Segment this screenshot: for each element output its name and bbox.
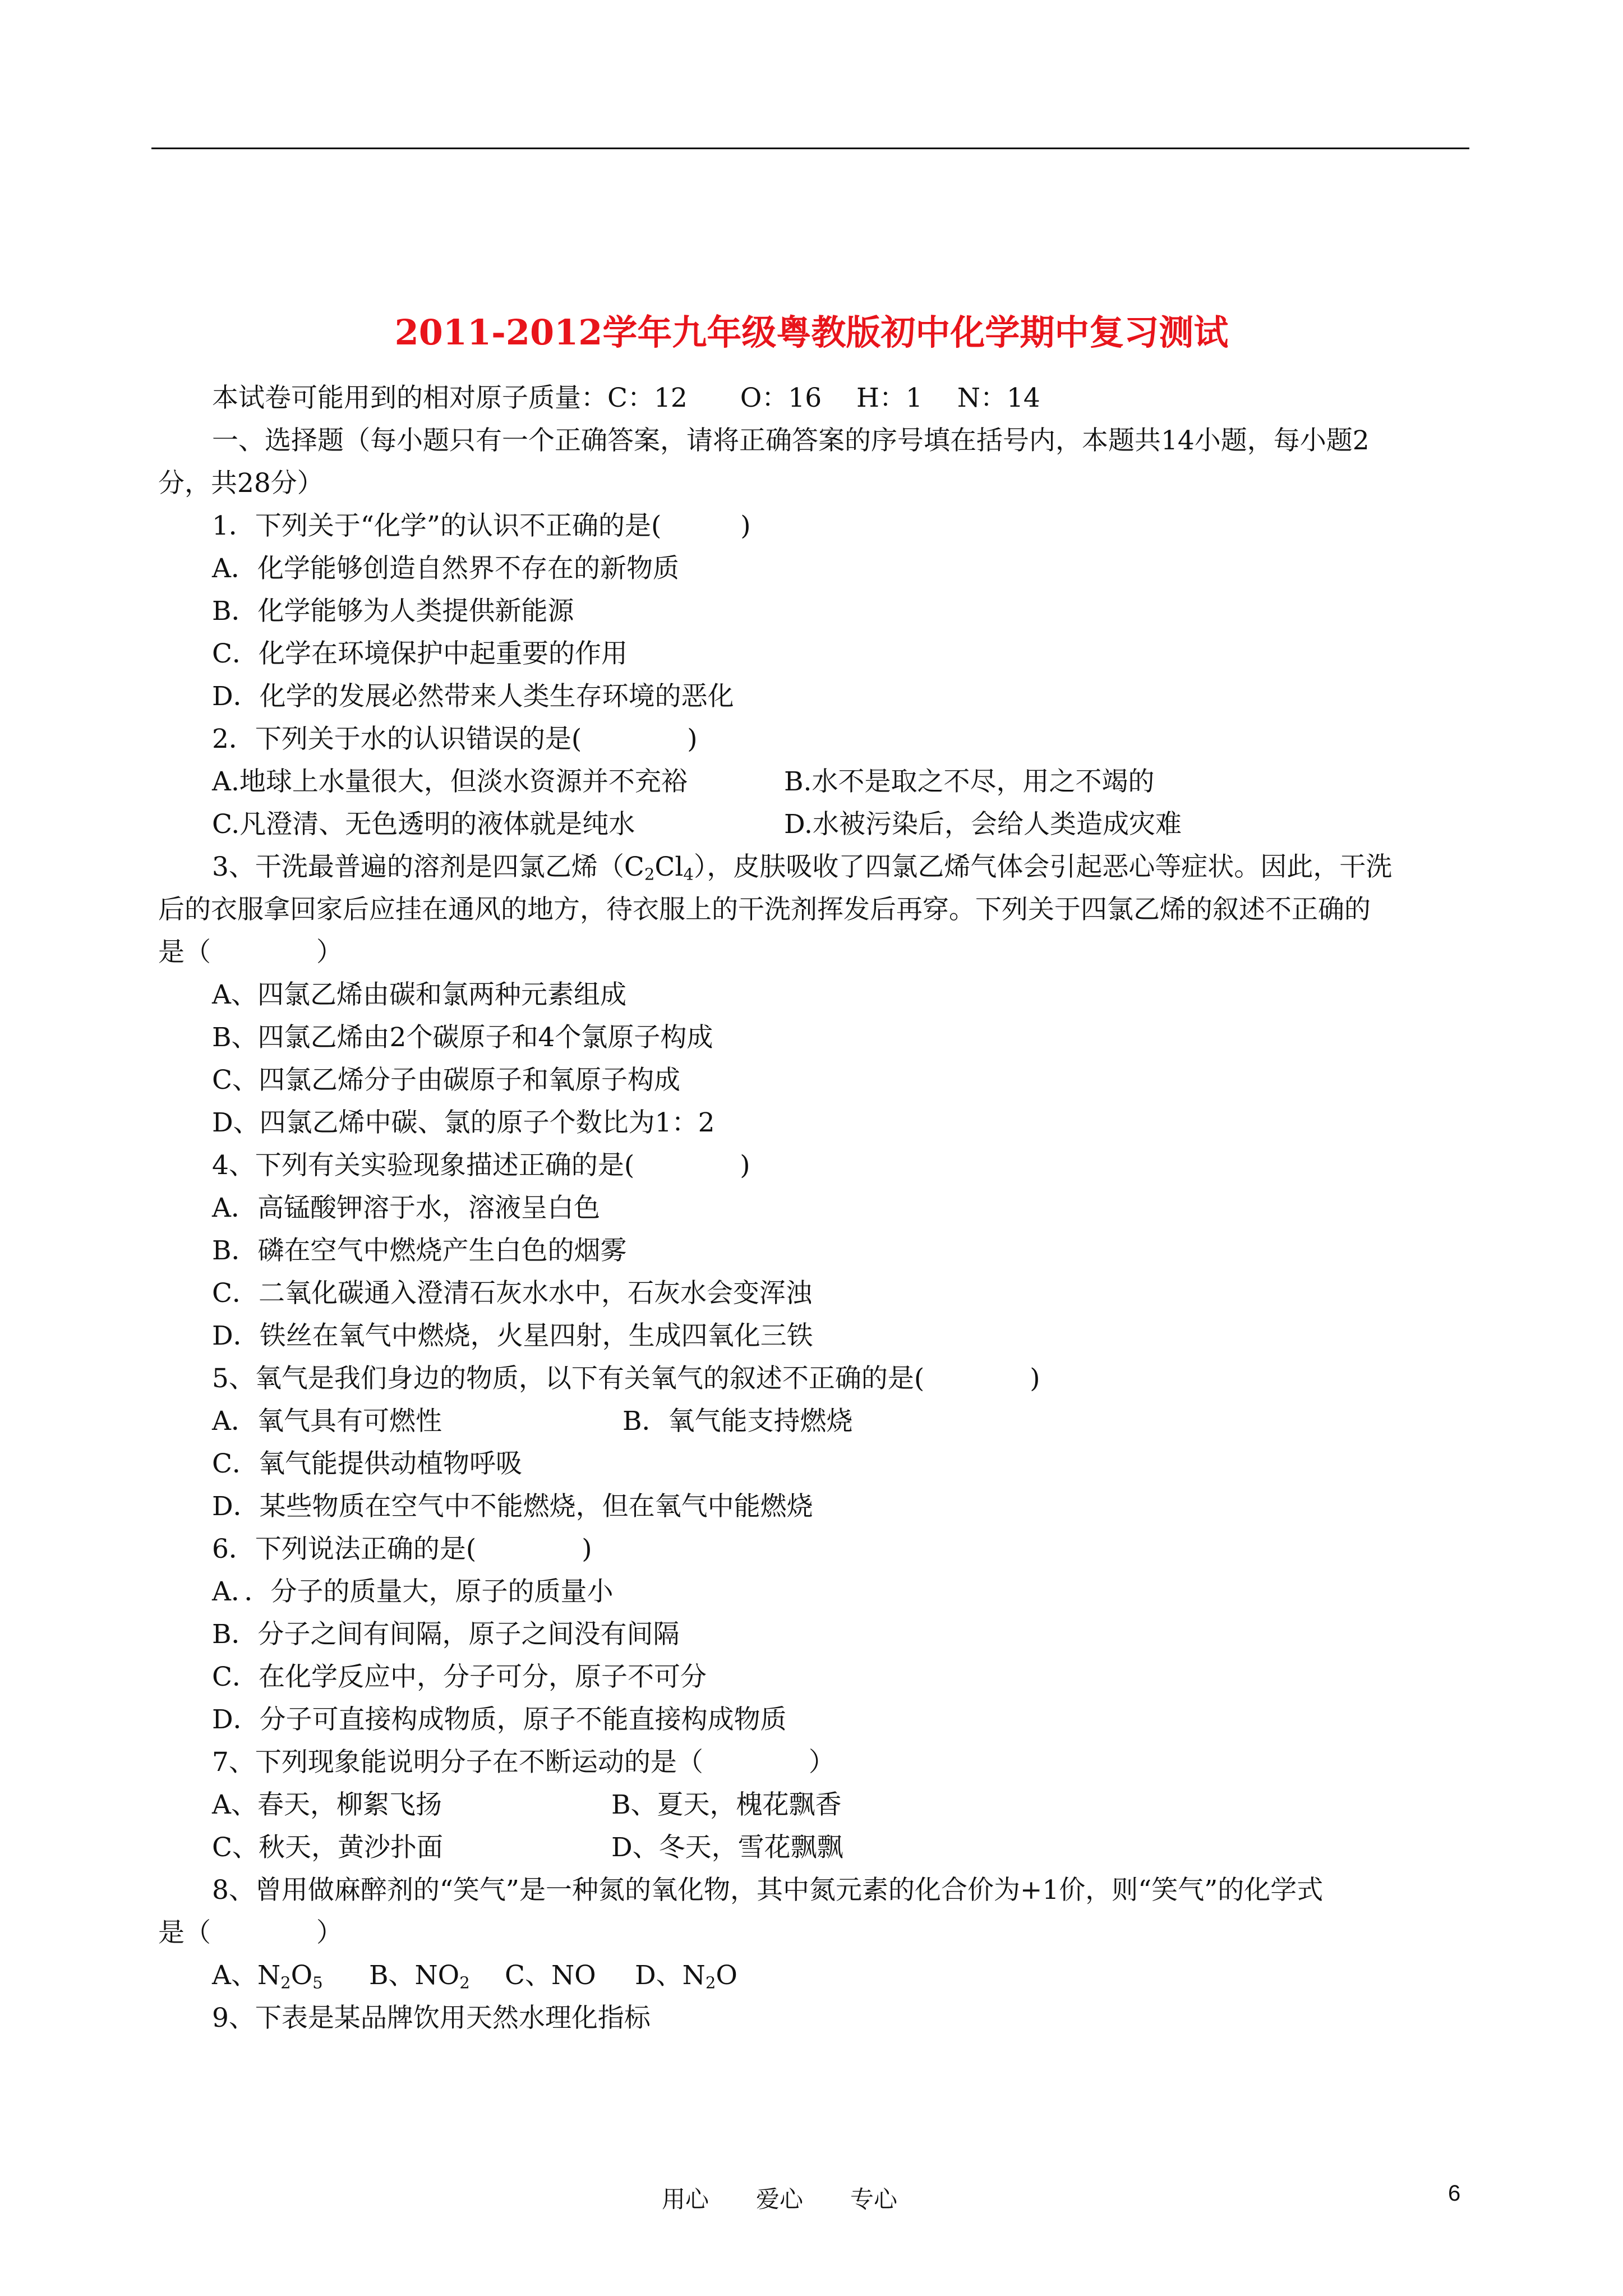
q1-option-c: C．化学在环境保护中起重要的作用 bbox=[212, 638, 628, 669]
section-heading: 一、选择题（每小题只有一个正确答案，请将正确答案的序号填在括号内，本题共14小题，每小题2 bbox=[212, 425, 1370, 456]
q7-option-d: D、冬天，雪花飘飘 bbox=[611, 1832, 843, 1863]
q7-option-a: A、春天，柳絮飞扬 bbox=[212, 1789, 442, 1820]
q1-option-b: B．化学能够为人类提供新能源 bbox=[212, 596, 574, 627]
q2-option-d: D.水被污染后，会给人类造成灾难 bbox=[784, 809, 1182, 840]
q4-stem: 4、下列有关实验现象描述正确的是( ) bbox=[212, 1150, 750, 1181]
q7-option-b: B、夏天，槐花飘香 bbox=[611, 1789, 842, 1820]
q8-stem: 8、曾用做麻醉剂的“笑气”是一种氮的氧化物，其中氮元素的化合价为+1价，则“笑气”的化学式 bbox=[212, 1875, 1324, 1906]
q2-stem: 2．下列关于水的认识错误的是( ) bbox=[212, 724, 698, 754]
q5-stem: 5、氧气是我们身边的物质，以下有关氧气的叙述不正确的是( ) bbox=[212, 1363, 1040, 1394]
footer-motto: 用心 爱心 专心 bbox=[662, 2185, 898, 2213]
q8-option-d: D、$N_2O$ bbox=[635, 1960, 737, 1993]
q3-stem: 3、干洗最普遍的溶剂是四氯乙烯$(C_2Cl_4)$，皮肤吸收了四氯乙烯气体会引起恶心等症状。因此，干洗 bbox=[212, 852, 1393, 884]
q4-option-a: A．高锰酸钾溶于水，溶液呈白色 bbox=[212, 1193, 600, 1223]
q5-option-d: D．某些物质在空气中不能燃烧，但在氧气中能燃烧 bbox=[212, 1491, 813, 1522]
q3-stem-line2: 后的衣服拿回家后应挂在通风的地方，待衣服上的干洗剂挥发后再穿。下列关于四氯乙烯的叙述不正确的 bbox=[158, 894, 1371, 925]
q4-option-c: C．二氧化碳通入澄清石灰水水中，石灰水会变浑浊 bbox=[212, 1278, 812, 1309]
q7-option-c: C、秋天，黄沙扑面 bbox=[212, 1832, 443, 1863]
intro-line: 本试卷可能用到的相对原子质量：C：12 O：16 H：1 N：14 bbox=[212, 383, 1040, 413]
q5-option-b: B．氧气能支持燃烧 bbox=[623, 1406, 853, 1437]
q6-option-c: C．在化学反应中，分子可分，原子不可分 bbox=[212, 1662, 707, 1692]
q6-option-b: B．分子之间有间隔，原子之间没有间隔 bbox=[212, 1619, 680, 1650]
q2-option-b: B.水不是取之不尽，用之不竭的 bbox=[784, 766, 1155, 797]
page-title: 2011-2012学年九年级粤教版初中化学期中复习测试 bbox=[394, 312, 1229, 353]
q5-option-a: A．氧气具有可燃性 bbox=[212, 1406, 442, 1437]
q7-stem: 7、下列现象能说明分子在不断运动的是（ ） bbox=[212, 1747, 835, 1778]
q6-option-a: A．．分子的质量大，原子的质量小 bbox=[212, 1576, 614, 1607]
q3-option-b: B、四氯乙烯由2个碳原子和4个氯原子构成 bbox=[212, 1022, 713, 1053]
q3-option-d: D、四氯乙烯中碳、氯的原子个数比为1：2 bbox=[212, 1107, 715, 1138]
q9-stem: 9、下表是某品牌饮用天然水理化指标 bbox=[212, 2003, 651, 2033]
q1-option-d: D．化学的发展必然带来人类生存环境的恶化 bbox=[212, 681, 734, 712]
page-number: 6 bbox=[1448, 2181, 1461, 2206]
q1-option-a: A．化学能够创造自然界不存在的新物质 bbox=[212, 553, 679, 584]
q6-stem: 6．下列说法正确的是( ) bbox=[212, 1534, 592, 1565]
q3-stem-line3: 是（ ） bbox=[158, 937, 343, 968]
q5-option-c: C．氧气能提供动植物呼吸 bbox=[212, 1448, 522, 1479]
header-rule bbox=[151, 148, 1469, 149]
q2-option-c: C.凡澄清、无色透明的液体就是纯水 bbox=[212, 809, 635, 840]
q8-stem-line2: 是（ ） bbox=[158, 1917, 343, 1948]
q4-option-b: B．磷在空气中燃烧产生白色的烟雾 bbox=[212, 1235, 627, 1266]
q1-stem: 1．下列关于“化学”的认识不正确的是( ) bbox=[212, 510, 751, 541]
q3-option-a: A、四氯乙烯由碳和氯两种元素组成 bbox=[212, 979, 626, 1010]
q8-option-a: A、$N_2O_5$ bbox=[212, 1960, 323, 1993]
q6-option-d: D．分子可直接构成物质，原子不能直接构成物质 bbox=[212, 1704, 787, 1735]
section-heading-cont: 分，共28分） bbox=[158, 468, 324, 499]
q8-option-b: B、$NO_2$ bbox=[369, 1960, 470, 1993]
q4-option-d: D．铁丝在氧气中燃烧，火星四射，生成四氧化三铁 bbox=[212, 1320, 813, 1351]
q3-option-c: C、四氯乙烯分子由碳原子和氧原子构成 bbox=[212, 1065, 680, 1096]
q8-option-c: C、NO bbox=[505, 1960, 596, 1991]
q2-option-a: A.地球上水量很大，但淡水资源并不充裕 bbox=[212, 766, 688, 797]
